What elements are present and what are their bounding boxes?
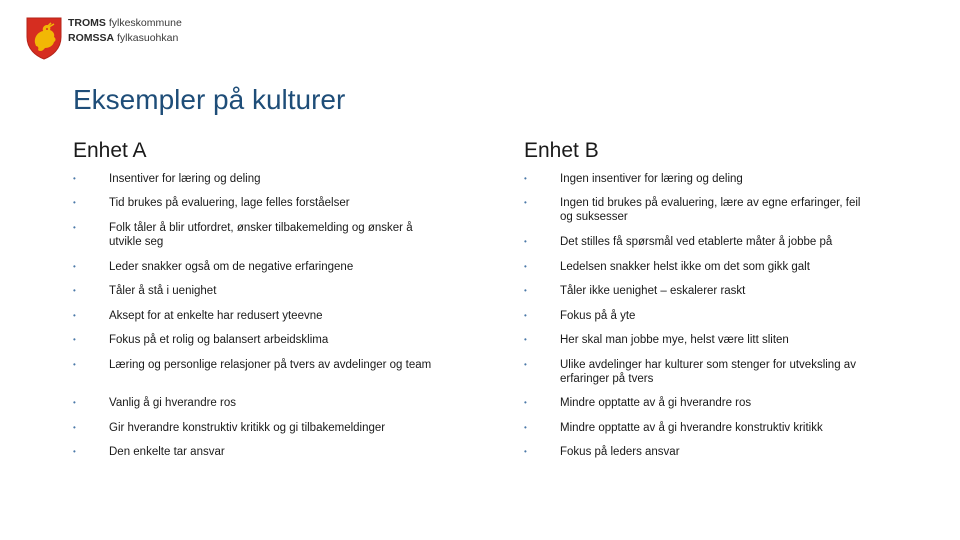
enhet-a-list-item xyxy=(73,260,443,274)
bullet-icon: • xyxy=(524,262,527,271)
list-item-text: Vanlig å gi hverandre ros xyxy=(109,397,236,409)
enhet-b-list-item xyxy=(524,196,869,224)
enhet-a-list-item xyxy=(73,284,443,298)
bullet-icon: • xyxy=(524,286,527,295)
list-item-text: Gir hverandre konstruktiv kritikk og gi tilbakemeldinger xyxy=(109,422,386,434)
list-item-text: Ulike avdelinger har kulturer som stenger for utveksling av erfaringer på tvers xyxy=(560,359,856,385)
bullet-icon: • xyxy=(73,398,76,407)
bullet-icon: • xyxy=(73,198,76,207)
enhet-b-list-item xyxy=(524,445,869,459)
coat-of-arms-icon xyxy=(24,15,64,61)
enhet-a-list-item xyxy=(73,445,443,459)
list-item-text: Det stilles få spørsmål ved etablerte måter å jobbe på xyxy=(560,236,833,248)
enhet-a-list-item xyxy=(73,333,443,347)
enhet-a-list-item xyxy=(73,172,443,186)
logo-line2-bold: ROMSSA xyxy=(68,32,115,44)
enhet-b-list-item xyxy=(524,358,869,386)
list-item-text: Leder snakker også om de negative erfaringene xyxy=(109,261,354,273)
bullet-icon: • xyxy=(524,360,527,369)
bullet-icon: • xyxy=(73,286,76,295)
enhet-b-heading: Enhet B xyxy=(524,139,599,162)
list-item-text: Ingen insentiver for læring og deling xyxy=(560,173,743,185)
list-item-text: Tåler å stå i uenighet xyxy=(109,285,217,297)
list-item-text: Her skal man jobbe mye, helst være litt sliten xyxy=(560,334,789,346)
enhet-a-list-item xyxy=(73,196,443,210)
list-item-text: Tåler ikke uenighet – eskalerer raskt xyxy=(560,285,746,297)
list-item-text: Mindre opptatte av å gi hverandre ros xyxy=(560,397,752,409)
bullet-icon: • xyxy=(524,311,527,320)
list-item-text: Ledelsen snakker helst ikke om det som gikk galt xyxy=(560,261,810,273)
list-item-text: Folk tåler å blir utfordret, ønsker tilbakemelding og ønsker å utvikle seg xyxy=(109,222,413,248)
list-item-text: Tid brukes på evaluering, lage felles forståelser xyxy=(109,197,350,209)
organization-logo xyxy=(24,15,182,61)
list-item-text: Ingen tid brukes på evaluering, lære av egne erfaringer, feil og suksesser xyxy=(560,197,861,223)
bullet-icon: • xyxy=(73,311,76,320)
bullet-icon: • xyxy=(73,174,76,183)
bullet-icon: • xyxy=(524,174,527,183)
enhet-a-list-item xyxy=(73,221,443,249)
list-item-text: Aksept for at enkelte har redusert yteevne xyxy=(109,310,323,322)
bullet-icon: • xyxy=(73,423,76,432)
bullet-icon: • xyxy=(73,223,76,232)
list-item-text: Fokus på et rolig og balansert arbeidsklima xyxy=(109,334,329,346)
list-item-text: Læring og personlige relasjoner på tvers av avdelinger og team xyxy=(109,359,432,371)
enhet-a-list-item xyxy=(73,396,443,410)
enhet-a-heading: Enhet A xyxy=(73,139,147,162)
bullet-icon: • xyxy=(73,335,76,344)
bullet-icon: • xyxy=(524,398,527,407)
list-item-text: Insentiver for læring og deling xyxy=(109,173,261,185)
bullet-icon: • xyxy=(524,447,527,456)
enhet-b-list-item xyxy=(524,421,869,435)
logo-line1-rest: fylkeskommune xyxy=(105,17,182,29)
bullet-icon: • xyxy=(73,447,76,456)
enhet-b-list-item xyxy=(524,235,869,249)
bullet-icon: • xyxy=(524,237,527,246)
list-item-text: Den enkelte tar ansvar xyxy=(109,446,225,458)
enhet-a-list-item xyxy=(73,358,443,372)
enhet-b-list-item xyxy=(524,396,869,410)
list-item-text: Fokus på leders ansvar xyxy=(560,446,680,458)
page-title: Eksempler på kulturer xyxy=(73,84,346,115)
enhet-b-list-item xyxy=(524,172,869,186)
logo-line2-rest: fylkasuohkan xyxy=(114,32,179,44)
bullet-icon: • xyxy=(524,335,527,344)
enhet-b-list-item xyxy=(524,284,869,298)
bullet-icon: • xyxy=(73,262,76,271)
enhet-a-list-item xyxy=(73,421,443,435)
bullet-icon: • xyxy=(73,360,76,369)
bullet-icon: • xyxy=(524,198,527,207)
enhet-b-list-item xyxy=(524,260,869,274)
enhet-a-list-item xyxy=(73,309,443,323)
list-item-text: Mindre opptatte av å gi hverandre konstruktiv kritikk xyxy=(560,422,823,434)
logo-line1-bold: TROMS xyxy=(68,17,106,29)
bullet-icon: • xyxy=(524,423,527,432)
enhet-b-list-item xyxy=(524,309,869,323)
enhet-b-list-item xyxy=(524,333,869,347)
list-item-text: Fokus på å yte xyxy=(560,310,636,322)
